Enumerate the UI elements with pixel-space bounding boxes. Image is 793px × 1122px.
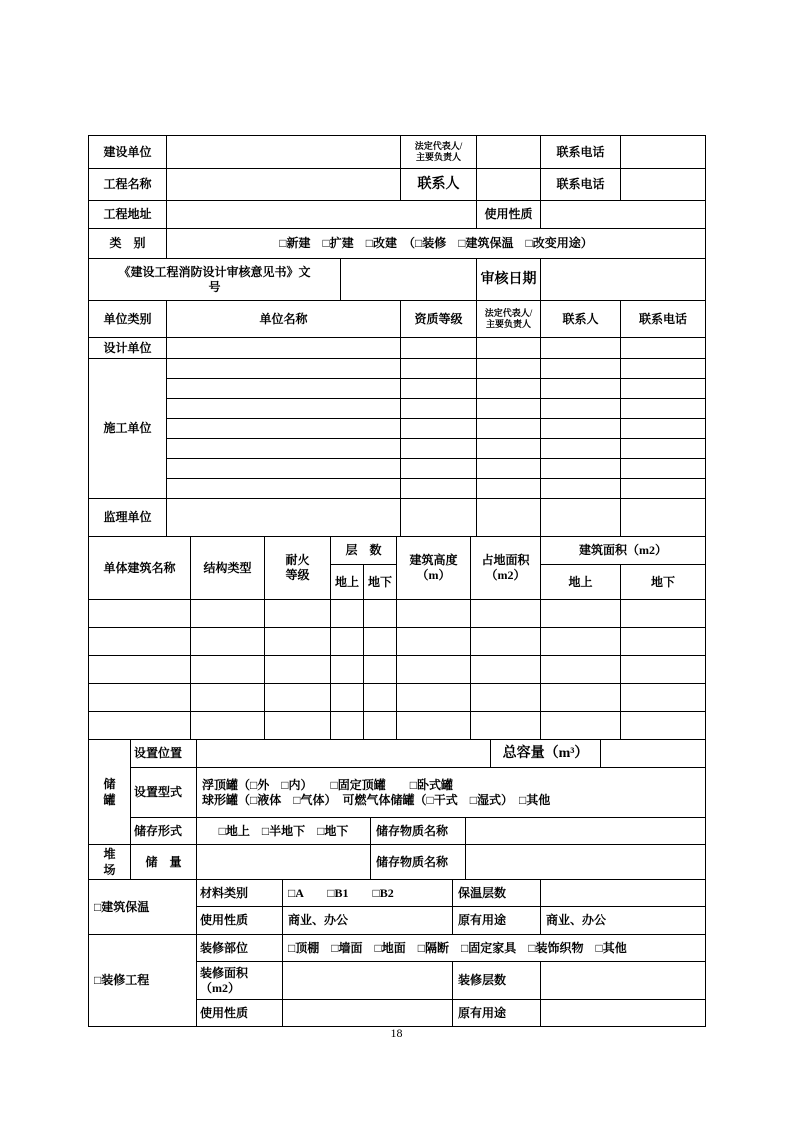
buildings-table: [88, 536, 706, 740]
structure-type-header: 结构类型: [191, 537, 265, 600]
blank-cell: [621, 656, 706, 684]
legal-rep-line2: 主要负责人: [415, 152, 461, 162]
blank-cell: [397, 712, 471, 740]
usage-nature-label: 使用性质: [197, 907, 283, 935]
blank-field: [401, 399, 477, 419]
blank-field: [401, 379, 477, 399]
category-options: □新建 □扩建 □改建 （□装修 □建筑保温 □改变用途）: [167, 229, 706, 259]
blank-field: [621, 399, 706, 419]
blank-field: [541, 439, 621, 459]
decoration-floors-label: 装修层数: [453, 962, 541, 1000]
fire-resistance-line1: 耐火: [285, 553, 310, 567]
blank-field: [477, 499, 541, 537]
units-table: [88, 300, 706, 537]
total-capacity-label: 总容量（m³）: [491, 740, 601, 768]
blank-cell: [364, 628, 397, 656]
floor-area-header: 建筑面积（m2）: [541, 537, 706, 565]
blank-cell: [471, 600, 541, 628]
blank-cell: [397, 684, 471, 712]
supervision-unit-label: 监理单位: [89, 499, 167, 537]
blank-cell: [364, 684, 397, 712]
usage-nature-label: 使用性质: [197, 1000, 283, 1027]
blank-field: [477, 439, 541, 459]
blank-cell: [265, 600, 331, 628]
blank-field: [621, 439, 706, 459]
blank-field: [167, 499, 401, 537]
blank-field: [477, 359, 541, 379]
usage-nature-value: 商业、办公: [283, 907, 453, 935]
yard-section-label: [89, 845, 131, 880]
contact-phone-field: [621, 169, 706, 201]
fire-safety-form: [88, 135, 705, 1027]
contact-person-field: [477, 169, 541, 201]
blank-cell: [89, 628, 191, 656]
legal-representative-header: [477, 301, 541, 338]
blank-cell: [89, 684, 191, 712]
building-height-line2: （m）: [416, 568, 451, 582]
blank-cell: [541, 600, 621, 628]
blank-field: [167, 419, 401, 439]
contact-phone-header: 联系电话: [621, 301, 706, 338]
blank-cell: [89, 712, 191, 740]
footprint-header: [471, 537, 541, 600]
substance-name-field: [466, 818, 706, 845]
blank-cell: [397, 656, 471, 684]
decoration-area-line1: 装修面积: [200, 965, 249, 980]
decoration-floors-field: [541, 962, 706, 1000]
floors-header: 层 数: [331, 537, 397, 565]
decoration-part-options: □顶棚 □墙面 □地面 □隔断 □固定家具 □装饰织物 □其他: [283, 935, 706, 962]
tank-position-field: [197, 740, 491, 768]
fire-resistance-header: [265, 537, 331, 600]
blank-field: [621, 459, 706, 479]
decoration-area-field: [283, 962, 453, 1000]
area-below-header: 地下: [621, 565, 706, 600]
footprint-line2: （m2）: [485, 568, 526, 582]
insulation-layers-label: 保温层数: [453, 880, 541, 907]
original-use-field: [541, 1000, 706, 1027]
project-name-label: 工程名称: [89, 169, 167, 201]
project-name-field: [167, 169, 401, 201]
blank-cell: [471, 628, 541, 656]
floors-above-header: 地上: [331, 565, 364, 600]
blank-cell: [541, 656, 621, 684]
insulation-table: [88, 879, 706, 935]
decoration-part-label: 装修部位: [197, 935, 283, 962]
legal-rep-line1: 法定代表人/: [414, 141, 463, 152]
contact-person-label: 联系人: [401, 169, 477, 201]
blank-cell: [191, 684, 265, 712]
blank-field: [477, 379, 541, 399]
blank-cell: [331, 656, 364, 684]
tank-type-options: [197, 768, 706, 818]
floors-below-header: 地下: [364, 565, 397, 600]
blank-cell: [541, 712, 621, 740]
blank-cell: [541, 628, 621, 656]
page-number: 18: [390, 1026, 403, 1040]
blank-field: [621, 499, 706, 537]
insulation-layers-field: [541, 880, 706, 907]
decoration-table: [88, 934, 706, 1027]
blank-field: [401, 459, 477, 479]
blank-field: [167, 399, 401, 419]
total-capacity-field: [601, 740, 706, 768]
building-height-header: [397, 537, 471, 600]
blank-field: [401, 439, 477, 459]
blank-cell: [191, 712, 265, 740]
yard-substance-name-label: 储存物质名称: [371, 845, 466, 880]
blank-field: [541, 419, 621, 439]
blank-field: [477, 479, 541, 499]
blank-field: [167, 459, 401, 479]
blank-cell: [621, 628, 706, 656]
blank-field: [621, 379, 706, 399]
legal-rep-line2: 主要负责人: [486, 319, 532, 329]
blank-cell: [364, 712, 397, 740]
unit-type-header: 单位类别: [89, 301, 167, 338]
blank-cell: [621, 684, 706, 712]
decoration-area-label: [197, 962, 283, 1000]
decoration-area-line2: （m2）: [200, 980, 240, 995]
blank-cell: [397, 628, 471, 656]
blank-field: [621, 338, 706, 359]
original-use-label: 原有用途: [453, 907, 541, 935]
blank-cell: [89, 600, 191, 628]
blank-field: [477, 399, 541, 419]
blank-cell: [364, 656, 397, 684]
project-address-label: 工程地址: [89, 201, 167, 229]
blank-cell: [621, 712, 706, 740]
legal-representative-label: [401, 136, 477, 169]
blank-field: [401, 338, 477, 359]
review-date-label: 审核日期: [477, 259, 541, 301]
general-info-table: [88, 135, 706, 301]
blank-cell: [89, 656, 191, 684]
blank-field: [541, 479, 621, 499]
decoration-section-label: □装修工程: [89, 935, 197, 1027]
blank-field: [477, 459, 541, 479]
blank-cell: [471, 712, 541, 740]
yard-substance-name-field: [466, 845, 706, 880]
review-doc-line1: 《建设工程消防设计审核意见书》文: [118, 264, 311, 279]
usage-nature-field: [283, 1000, 453, 1027]
blank-field: [541, 459, 621, 479]
blank-cell: [541, 684, 621, 712]
category-label: 类 别: [89, 229, 167, 259]
blank-cell: [331, 628, 364, 656]
review-doc-number-field: [341, 259, 477, 301]
tank-yard-table: [88, 739, 706, 880]
construction-unit-field: [167, 136, 401, 169]
blank-cell: [397, 600, 471, 628]
blank-field: [541, 499, 621, 537]
blank-field: [401, 359, 477, 379]
blank-cell: [331, 712, 364, 740]
blank-cell: [331, 600, 364, 628]
blank-field: [167, 359, 401, 379]
tank-type-options-line1: 浮顶罐（□外 □内） □固定顶罐 □卧式罐: [202, 777, 453, 792]
original-use-label: 原有用途: [453, 1000, 541, 1027]
blank-cell: [364, 600, 397, 628]
contact-phone-label: 联系电话: [541, 136, 621, 169]
material-type-label: 材料类别: [197, 880, 283, 907]
yard-amount-field: [197, 845, 371, 880]
footprint-line1: 占地面积: [481, 553, 530, 567]
blank-cell: [265, 656, 331, 684]
blank-field: [621, 359, 706, 379]
blank-field: [541, 338, 621, 359]
tank-section-label: [89, 740, 131, 845]
legal-representative-field: [477, 136, 541, 169]
yard-amount-label: 储 量: [131, 845, 197, 880]
contact-phone-field: [621, 136, 706, 169]
contact-phone-label: 联系电话: [541, 169, 621, 201]
review-doc-line2: 号: [208, 279, 221, 294]
blank-field: [401, 419, 477, 439]
tank-type-options-line2: 球形罐（□液体 □气体） 可燃气体储罐（□干式 □湿式） □其他: [202, 792, 551, 807]
blank-field: [477, 338, 541, 359]
blank-field: [621, 419, 706, 439]
legal-rep-line1: 法定代表人/: [484, 308, 533, 319]
blank-field: [541, 359, 621, 379]
design-unit-label: 设计单位: [89, 338, 167, 359]
tank-position-label: 设置位置: [131, 740, 197, 768]
blank-field: [621, 479, 706, 499]
building-name-header: 单体建筑名称: [89, 537, 191, 600]
tank-type-label: 设置型式: [131, 768, 197, 818]
blank-cell: [621, 600, 706, 628]
blank-field: [167, 379, 401, 399]
qualification-header: 资质等级: [401, 301, 477, 338]
tank-section-text: 储罐: [103, 776, 116, 807]
usage-nature-label: 使用性质: [477, 201, 541, 229]
blank-field: [477, 419, 541, 439]
blank-field: [541, 379, 621, 399]
blank-cell: [331, 684, 364, 712]
blank-cell: [191, 628, 265, 656]
original-use-value: 商业、办公: [541, 907, 706, 935]
building-height-line1: 建筑高度: [409, 553, 458, 567]
blank-cell: [471, 656, 541, 684]
project-address-field: [167, 201, 477, 229]
unit-name-header: 单位名称: [167, 301, 401, 338]
construction-company-label: 施工单位: [89, 359, 167, 499]
fire-resistance-line2: 等级: [285, 568, 310, 582]
insulation-section-label: □建筑保温: [89, 880, 197, 935]
storage-form-options: □地上 □半地下 □地下: [197, 818, 371, 845]
area-above-header: 地上: [541, 565, 621, 600]
blank-cell: [265, 628, 331, 656]
usage-nature-field: [541, 201, 706, 229]
storage-form-label: 储存形式: [131, 818, 197, 845]
review-doc-number-label: [89, 259, 341, 301]
contact-person-header: 联系人: [541, 301, 621, 338]
blank-field: [401, 479, 477, 499]
blank-field: [167, 479, 401, 499]
blank-cell: [265, 712, 331, 740]
material-type-options: □A □B1 □B2: [283, 880, 453, 907]
blank-field: [167, 338, 401, 359]
blank-cell: [265, 684, 331, 712]
substance-name-label: 储存物质名称: [371, 818, 466, 845]
yard-section-text: 堆场: [103, 847, 116, 878]
blank-cell: [471, 684, 541, 712]
construction-unit-label: 建设单位: [89, 136, 167, 169]
blank-cell: [191, 656, 265, 684]
blank-field: [167, 439, 401, 459]
blank-field: [401, 499, 477, 537]
blank-field: [541, 399, 621, 419]
blank-cell: [191, 600, 265, 628]
review-date-field: [541, 259, 706, 301]
